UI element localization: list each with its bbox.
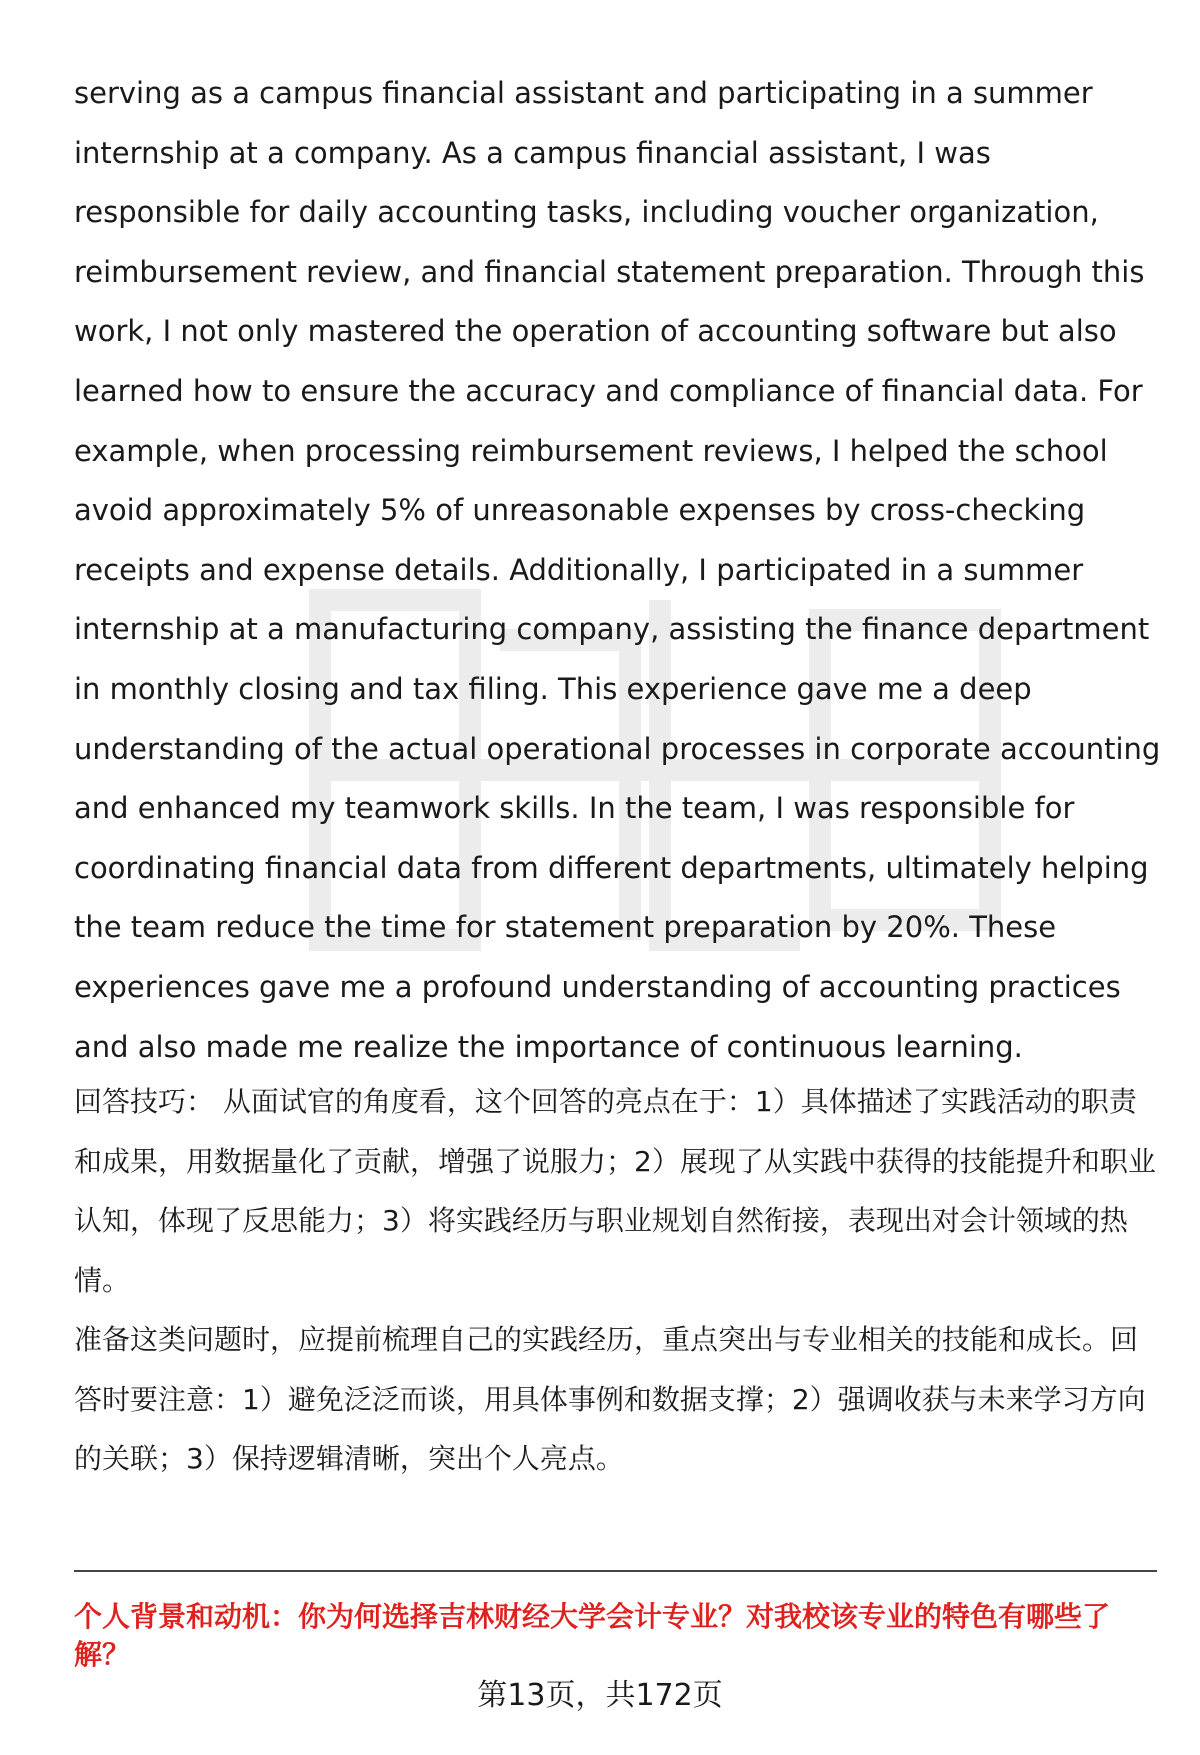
tips-paragraph-2: 准备这类问题时，应提前梳理自己的实践经历，重点突出与专业相关的技能和成长。回答时要注意：1）避免泛泛而谈，用具体事例和数据支撑；2）强调收获与未来学习方向的关联；3）保持逻辑清晰，突出个人亮点。	[74, 1323, 1146, 1475]
answer-tips	[74, 1072, 1164, 1489]
next-question-heading: 个人背景和动机：你为何选择吉林财经大学会计专业？对我校该专业的特色有哪些了解？	[74, 1600, 1111, 1671]
section-divider	[74, 1570, 1157, 1572]
page-number: 第13页，共172页	[477, 1678, 723, 1713]
tips-paragraph-1: 回答技巧： 从面试官的角度看，这个回答的亮点在于：1）具体描述了实践活动的职责和成果，用数据量化了贡献，增强了说服力；2）展现了从实践中获得的技能提升和职业认知，体现了反思能力；3）将实践经历与职业规划自然衔接，表现出对会计领域的热情。	[74, 1085, 1156, 1297]
answer-paragraph: serving as a campus financial assistant and participating in a summer internship at a company. As a campus financial assistant, I was responsible for daily accounting tasks, including voucher organization, reimbursement review, and financial statement preparation. Through this work, I not only mastered the operation of accounting software but also learned how to ensure the accuracy and compliance of financial data. For example, when processing reimbursement reviews, I helped the school avoid approximately 5% of unreasonable expenses by cross-checking receipts and expense details. Additionally, I participated in a summer internship at a manufacturing company, assisting the finance department in monthly closing and tax filing. This experience gave me a deep understanding of the actual operational processes in corporate accounting and enhanced my teamwork skills. In the team, I was responsible for coordinating financial data from different departments, ultimately helping the team reduce the time for statement preparation by 20%. These experiences gave me a profound understanding of accounting practices and also made me realize the importance of continuous learning.	[74, 76, 1161, 1064]
